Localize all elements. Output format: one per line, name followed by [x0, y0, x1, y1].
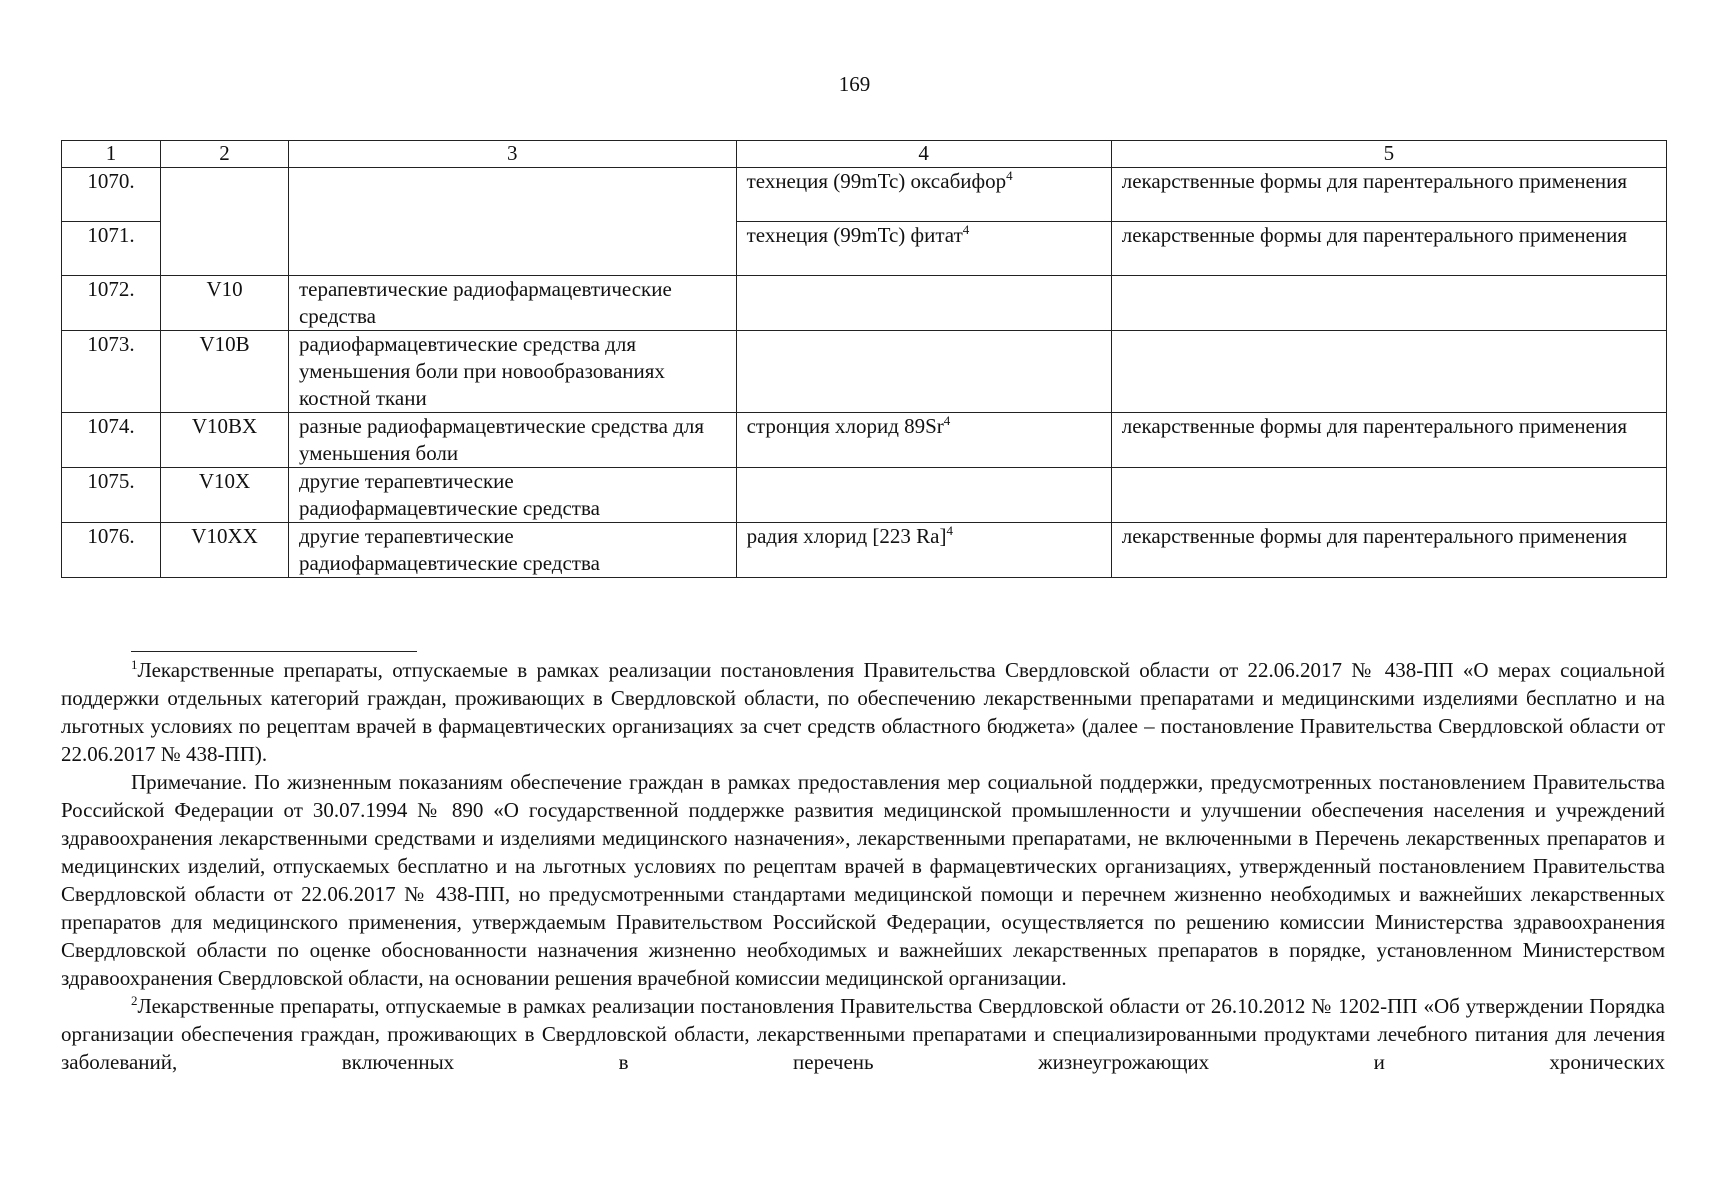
drug-name-cell — [736, 168, 1111, 222]
page-number: 169 — [838, 72, 871, 96]
footnote-text: Лекарственные препараты, отпускаемые в рамках реализации постановления Правительства Свердловской области от 22.06.2017 № 438-ПП «О мерах социальной поддержки отдельных категорий граждан, проживающих в Свердловской области, по обеспечению лекарственными препаратами и медицинскими изделиями бесплатно и на льготных условиях по рецептам врачей в фармацевтических организациях за счет средств областного бюджета» (далее – постановление Правительства Свердловской области от 22.06.2017 № 438-ПП). — [61, 658, 1665, 766]
table-row — [62, 413, 1667, 468]
footnotes-section — [61, 656, 1665, 1076]
row-number: 1074. — [62, 413, 161, 468]
drug-name-cell — [736, 523, 1111, 578]
footnote-2 — [61, 992, 1665, 1076]
column-header: 1 — [62, 141, 161, 168]
column-header: 4 — [736, 141, 1111, 168]
footnote-1 — [61, 656, 1665, 768]
drug-name: радия хлорид [223 Ra] — [746, 524, 947, 548]
drug-name: технеция (99mTc) фитат — [746, 223, 963, 247]
atc-code-cell: V10X — [161, 468, 289, 523]
drug-name-cell — [736, 331, 1111, 413]
footnote-ref: 4 — [943, 413, 951, 428]
dosage-form-cell — [1111, 468, 1666, 523]
footnote-mark: 1 — [131, 657, 138, 672]
drug-name: стронция хлорид 89Sr — [746, 414, 944, 438]
group-name-cell — [288, 168, 736, 276]
drug-name-cell — [736, 222, 1111, 276]
table-row — [62, 331, 1667, 413]
group-name-cell: радиофармацевтические средства для уменьшения боли при новообразованиях костной ткани — [288, 331, 736, 413]
drug-name-cell — [736, 413, 1111, 468]
table-header-row — [62, 141, 1667, 168]
dosage-form-cell: лекарственные формы для парентерального применения — [1111, 222, 1666, 276]
dosage-form-cell — [1111, 276, 1666, 331]
dosage-form-cell: лекарственные формы для парентерального применения — [1111, 523, 1666, 578]
drug-name-cell — [736, 276, 1111, 331]
note-paragraph: Примечание. По жизненным показаниям обеспечение граждан в рамках предоставления мер социальной поддержки, предусмотренных постановлением Правительства Российской Федерации от 30.07.1994 № 890 «О государственной поддержке развития медицинской промышленности и улучшении обеспечения населения и учреждений здравоохранения лекарственными средствами и изделиями медицинского назначения», лекарственными препаратами, не включенными в Перечень лекарственных препаратов и медицинских изделий, отпускаемых бесплатно и на льготных условиях по рецептам врачей в фармацевтических организациях, утвержденный постановлением Правительства Свердловской области от 22.06.2017 № 438-ПП, но предусмотренными стандартами медицинской помощи и перечнем жизненно необходимых и важнейших лекарственных препаратов для медицинского применения, утверждаемым Правительством Российской Федерации, осуществляется по решению комиссии Министерства здравоохранения Свердловской области по оценке обоснованности назначения жизненно необходимых и важнейших лекарственных препаратов в порядке, установленном Министерством здравоохранения Свердловской области, на основании решения врачебной комиссии медицинской организации. — [61, 770, 1665, 990]
group-name-cell: разные радиофармацевтические средства для уменьшения боли — [288, 413, 736, 468]
footnote-separator — [131, 651, 417, 652]
group-name-cell: другие терапевтические радиофармацевтические средства — [288, 523, 736, 578]
footnote-ref: 4 — [1006, 168, 1013, 183]
drug-list-table — [61, 140, 1667, 578]
row-number: 1076. — [62, 523, 161, 578]
footnote-mark: 2 — [131, 993, 138, 1008]
row-number: 1073. — [62, 331, 161, 413]
row-number: 1072. — [62, 276, 161, 331]
drug-name: технеция (99mTc) оксабифор — [746, 169, 1007, 193]
footnote-text: Лекарственные препараты, отпускаемые в рамках реализации постановления Правительства Свердловской области от 26.10.2012 № 1202-ПП «Об утверждении Порядка организации обеспечения граждан, проживающих в Свердловской области, лекарственными препаратами и специализированными продуктами лечебного питания для лечения заболеваний, включенных в перечень жизнеугрожающих и хронических — [61, 994, 1665, 1074]
dosage-form-cell — [1111, 331, 1666, 413]
footnote-ref: 4 — [962, 222, 970, 237]
dosage-form-cell: лекарственные формы для парентерального применения — [1111, 413, 1666, 468]
table-row — [62, 276, 1667, 331]
footnote-ref: 4 — [946, 523, 953, 538]
atc-code-cell — [161, 168, 289, 276]
table-row — [62, 468, 1667, 523]
column-header: 3 — [288, 141, 736, 168]
group-name-cell: другие терапевтические радиофармацевтические средства — [288, 468, 736, 523]
atc-code-cell: V10BX — [161, 413, 289, 468]
table-row — [62, 523, 1667, 578]
row-number: 1075. — [62, 468, 161, 523]
dosage-form-cell: лекарственные формы для парентерального применения — [1111, 168, 1666, 222]
row-number: 1070. — [62, 168, 161, 222]
atc-code-cell: V10B — [161, 331, 289, 413]
table-row — [62, 168, 1667, 222]
drug-name-cell — [736, 468, 1111, 523]
atc-code-cell: V10XX — [161, 523, 289, 578]
column-header: 2 — [161, 141, 289, 168]
column-header: 5 — [1111, 141, 1666, 168]
atc-code-cell: V10 — [161, 276, 289, 331]
row-number: 1071. — [62, 222, 161, 276]
group-name-cell: терапевтические радиофармацевтические средства — [288, 276, 736, 331]
